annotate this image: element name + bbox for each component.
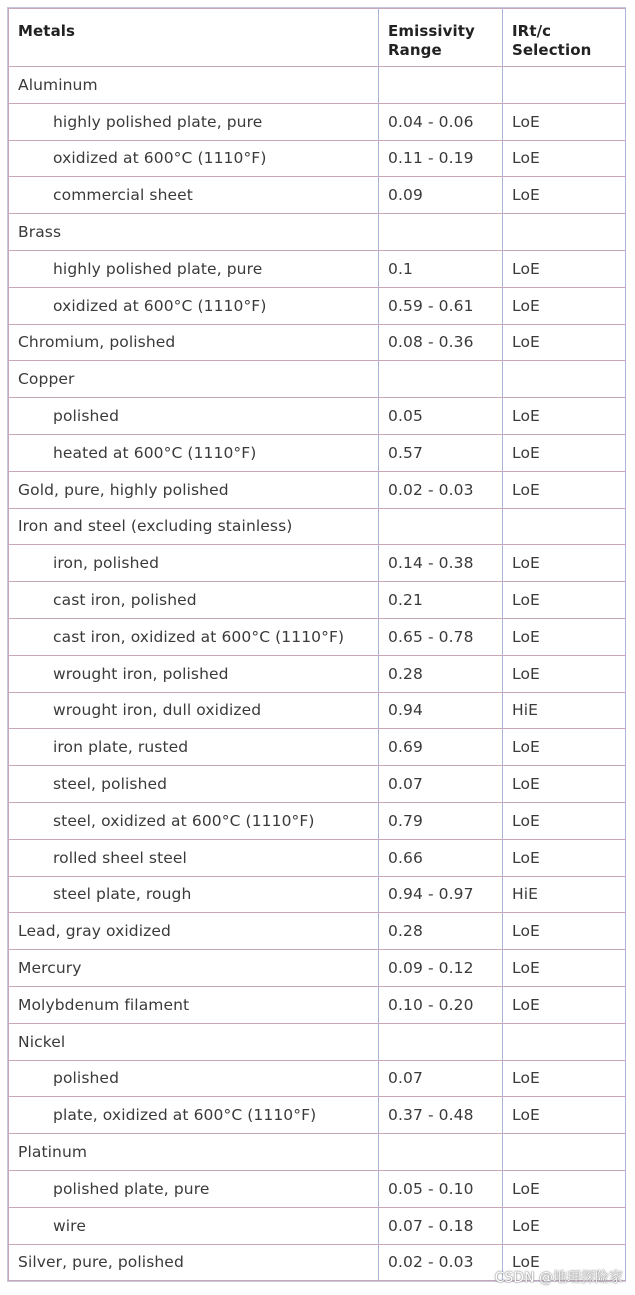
table-row xyxy=(9,655,626,692)
irtc-selection-cell: LoE xyxy=(503,986,626,1023)
table-row xyxy=(9,1097,626,1134)
metal-subtype-cell: wire xyxy=(9,1207,379,1244)
emissivity-range-cell: 0.02 - 0.03 xyxy=(379,471,503,508)
irtc-selection-cell: LoE xyxy=(503,1207,626,1244)
metal-subtype-cell: polished xyxy=(9,398,379,435)
irtc-selection-cell: LoE xyxy=(503,802,626,839)
irtc-selection-cell: LoE xyxy=(503,471,626,508)
emissivity-range-cell xyxy=(379,67,503,104)
table-row xyxy=(9,986,626,1023)
metal-subtype-cell: polished xyxy=(9,1060,379,1097)
emissivity-range-cell xyxy=(379,361,503,398)
metal-subtype-cell: oxidized at 600°C (1110°F) xyxy=(9,140,379,177)
emissivity-range-cell: 0.10 - 0.20 xyxy=(379,986,503,1023)
irtc-selection-cell xyxy=(503,214,626,251)
metal-subtype-cell: heated at 600°C (1110°F) xyxy=(9,434,379,471)
emissivity-range-cell: 0.02 - 0.03 xyxy=(379,1244,503,1281)
metal-name-cell: Mercury xyxy=(9,950,379,987)
emissivity-range-cell: 0.07 - 0.18 xyxy=(379,1207,503,1244)
table-row xyxy=(9,876,626,913)
table-row xyxy=(9,103,626,140)
table-row xyxy=(9,692,626,729)
irtc-selection-cell xyxy=(503,361,626,398)
metal-subtype-cell: iron plate, rusted xyxy=(9,729,379,766)
irtc-selection-cell: LoE xyxy=(503,103,626,140)
irtc-selection-cell xyxy=(503,508,626,545)
emissivity-range-cell xyxy=(379,508,503,545)
irtc-selection-cell: LoE xyxy=(503,950,626,987)
irtc-selection-cell: LoE xyxy=(503,1244,626,1281)
metal-name-cell: Brass xyxy=(9,214,379,251)
emissivity-range-cell: 0.66 xyxy=(379,839,503,876)
emissivity-range-cell: 0.69 xyxy=(379,729,503,766)
metal-subtype-cell: wrought iron, dull oxidized xyxy=(9,692,379,729)
table-row xyxy=(9,177,626,214)
metal-subtype-cell: cast iron, oxidized at 600°C (1110°F) xyxy=(9,618,379,655)
table-row xyxy=(9,1023,626,1060)
header-metals: Metals xyxy=(9,9,379,67)
emissivity-range-cell: 0.79 xyxy=(379,802,503,839)
emissivity-range-cell: 0.11 - 0.19 xyxy=(379,140,503,177)
metal-subtype-cell: oxidized at 600°C (1110°F) xyxy=(9,287,379,324)
irtc-selection-cell: LoE xyxy=(503,545,626,582)
metal-subtype-cell: polished plate, pure xyxy=(9,1170,379,1207)
irtc-selection-cell: LoE xyxy=(503,140,626,177)
irtc-selection-cell: LoE xyxy=(503,398,626,435)
header-emissivity-range: Emissivity Range xyxy=(379,9,503,67)
table-row xyxy=(9,1170,626,1207)
metal-name-cell: Copper xyxy=(9,361,379,398)
irtc-selection-cell: LoE xyxy=(503,177,626,214)
emissivity-range-cell: 0.05 xyxy=(379,398,503,435)
metal-subtype-cell: cast iron, polished xyxy=(9,582,379,619)
metal-name-cell: Molybdenum filament xyxy=(9,986,379,1023)
emissivity-range-cell: 0.09 - 0.12 xyxy=(379,950,503,987)
metal-name-cell: Gold, pure, highly polished xyxy=(9,471,379,508)
emissivity-table-container xyxy=(7,7,626,1282)
irtc-selection-cell: LoE xyxy=(503,250,626,287)
emissivity-range-cell: 0.1 xyxy=(379,250,503,287)
metal-name-cell: Aluminum xyxy=(9,67,379,104)
irtc-selection-cell: LoE xyxy=(503,1097,626,1134)
table-body xyxy=(9,67,626,1281)
table-row xyxy=(9,324,626,361)
irtc-selection-cell: LoE xyxy=(503,1060,626,1097)
header-row xyxy=(9,9,626,67)
metal-subtype-cell: highly polished plate, pure xyxy=(9,103,379,140)
table-row xyxy=(9,287,626,324)
metal-name-cell: Iron and steel (excluding stainless) xyxy=(9,508,379,545)
emissivity-range-cell: 0.94 xyxy=(379,692,503,729)
table-row xyxy=(9,434,626,471)
metal-subtype-cell: steel, oxidized at 600°C (1110°F) xyxy=(9,802,379,839)
table-row xyxy=(9,1134,626,1171)
metal-subtype-cell: iron, polished xyxy=(9,545,379,582)
emissivity-range-cell xyxy=(379,1023,503,1060)
table-row xyxy=(9,214,626,251)
table-row xyxy=(9,913,626,950)
irtc-selection-cell: LoE xyxy=(503,324,626,361)
irtc-selection-cell: LoE xyxy=(503,729,626,766)
irtc-selection-cell xyxy=(503,67,626,104)
emissivity-range-cell: 0.09 xyxy=(379,177,503,214)
table-header xyxy=(9,9,626,67)
table-row xyxy=(9,582,626,619)
table-row xyxy=(9,545,626,582)
table-row xyxy=(9,471,626,508)
metal-subtype-cell: highly polished plate, pure xyxy=(9,250,379,287)
metal-subtype-cell: plate, oxidized at 600°C (1110°F) xyxy=(9,1097,379,1134)
emissivity-range-cell: 0.94 - 0.97 xyxy=(379,876,503,913)
metal-subtype-cell: rolled sheel steel xyxy=(9,839,379,876)
table-row xyxy=(9,140,626,177)
emissivity-range-cell: 0.37 - 0.48 xyxy=(379,1097,503,1134)
irtc-selection-cell xyxy=(503,1134,626,1171)
irtc-selection-cell: LoE xyxy=(503,1170,626,1207)
emissivity-range-cell: 0.08 - 0.36 xyxy=(379,324,503,361)
irtc-selection-cell: LoE xyxy=(503,434,626,471)
emissivity-range-cell: 0.04 - 0.06 xyxy=(379,103,503,140)
irtc-selection-cell: LoE xyxy=(503,618,626,655)
emissivity-range-cell: 0.28 xyxy=(379,655,503,692)
emissivity-range-cell xyxy=(379,1134,503,1171)
table-row xyxy=(9,361,626,398)
emissivity-range-cell: 0.65 - 0.78 xyxy=(379,618,503,655)
emissivity-range-cell: 0.14 - 0.38 xyxy=(379,545,503,582)
emissivity-range-cell: 0.07 xyxy=(379,766,503,803)
emissivity-range-cell: 0.07 xyxy=(379,1060,503,1097)
emissivity-table xyxy=(8,8,626,1281)
table-row xyxy=(9,398,626,435)
table-row xyxy=(9,950,626,987)
table-row xyxy=(9,1060,626,1097)
metal-subtype-cell: steel, polished xyxy=(9,766,379,803)
table-row xyxy=(9,839,626,876)
irtc-selection-cell: LoE xyxy=(503,287,626,324)
metal-subtype-cell: wrought iron, polished xyxy=(9,655,379,692)
table-row xyxy=(9,250,626,287)
metal-name-cell: Silver, pure, polished xyxy=(9,1244,379,1281)
irtc-selection-cell: HiE xyxy=(503,692,626,729)
metal-name-cell: Lead, gray oxidized xyxy=(9,913,379,950)
table-row xyxy=(9,729,626,766)
metal-name-cell: Nickel xyxy=(9,1023,379,1060)
emissivity-range-cell: 0.28 xyxy=(379,913,503,950)
irtc-selection-cell: LoE xyxy=(503,913,626,950)
metal-name-cell: Chromium, polished xyxy=(9,324,379,361)
table-row xyxy=(9,67,626,104)
irtc-selection-cell: LoE xyxy=(503,839,626,876)
irtc-selection-cell: LoE xyxy=(503,655,626,692)
irtc-selection-cell: HiE xyxy=(503,876,626,913)
table-row xyxy=(9,618,626,655)
table-row xyxy=(9,1207,626,1244)
metal-subtype-cell: steel plate, rough xyxy=(9,876,379,913)
table-row xyxy=(9,766,626,803)
metal-subtype-cell: commercial sheet xyxy=(9,177,379,214)
metal-name-cell: Platinum xyxy=(9,1134,379,1171)
table-row xyxy=(9,802,626,839)
irtc-selection-cell: LoE xyxy=(503,582,626,619)
emissivity-range-cell: 0.05 - 0.10 xyxy=(379,1170,503,1207)
header-irtc-selection: IRt/c Selection xyxy=(503,9,626,67)
irtc-selection-cell xyxy=(503,1023,626,1060)
watermark: CSDN @地理探险家 xyxy=(494,1270,623,1286)
emissivity-range-cell: 0.21 xyxy=(379,582,503,619)
irtc-selection-cell: LoE xyxy=(503,766,626,803)
emissivity-range-cell: 0.57 xyxy=(379,434,503,471)
table-row xyxy=(9,508,626,545)
emissivity-range-cell xyxy=(379,214,503,251)
emissivity-range-cell: 0.59 - 0.61 xyxy=(379,287,503,324)
